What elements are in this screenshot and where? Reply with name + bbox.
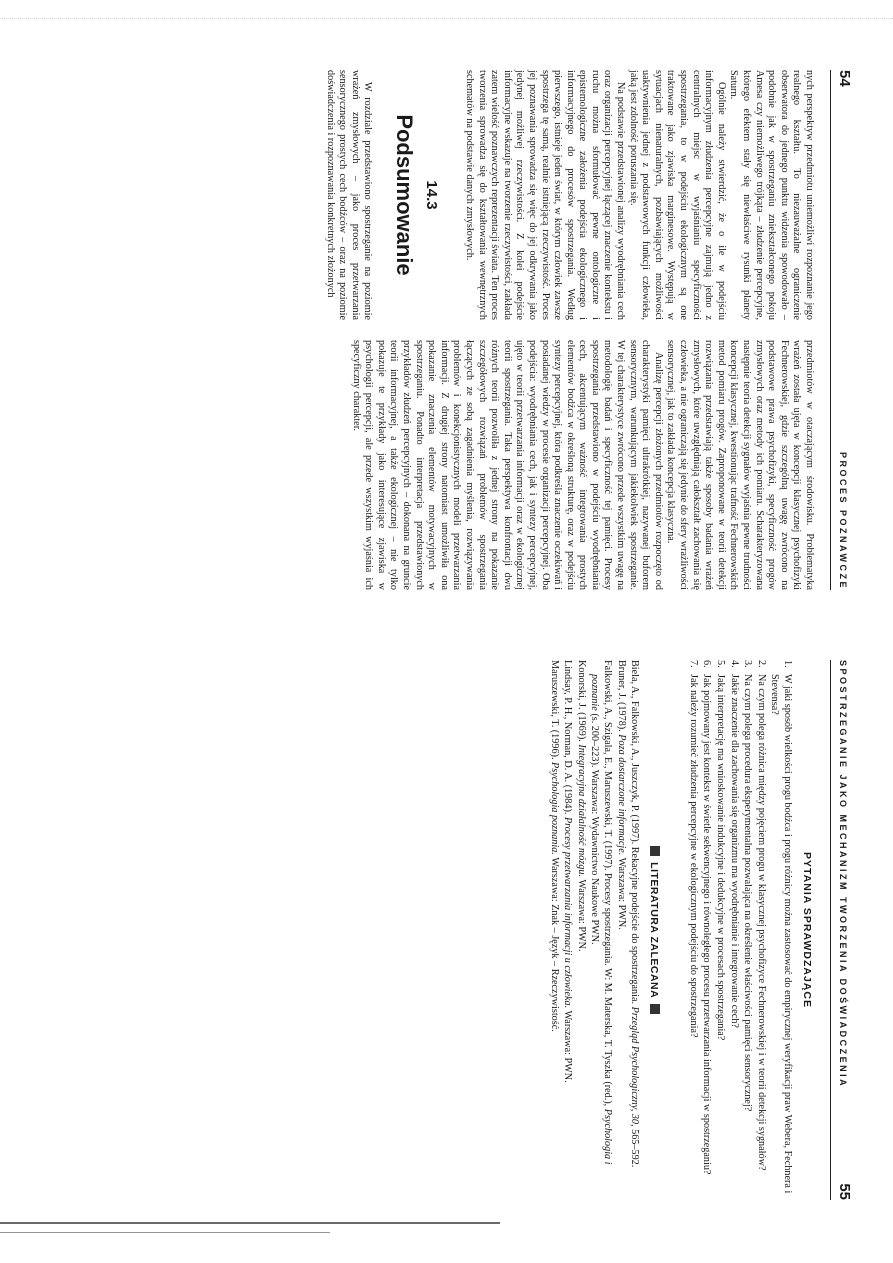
references-list: [547, 660, 640, 1200]
literature-heading-text: LITERATURA ZALECANA: [648, 862, 661, 998]
page-54: [0, 70, 893, 590]
reference-item: [561, 660, 574, 1200]
reference-ital: Psychologia poznania.: [548, 762, 560, 855]
ornament-icon: [650, 846, 660, 856]
question-text: Jakie znaczenie dla zachowania się organizmu ma wyodrębnianie i integrowanie cech?: [728, 674, 740, 1028]
running-head-left: [830, 70, 853, 590]
reference-item: [588, 660, 613, 1200]
question-text: Na czym polega procedura eksperymentalna pozwalająca na określenie właściwości pamięci sensorycznej?: [742, 674, 754, 1112]
reference-pre: Lindsay, P. H., Norman, D. A. (1984).: [562, 660, 574, 817]
column-2-left: [349, 340, 815, 590]
question-number: 7.: [687, 660, 699, 668]
question-number: 3.: [742, 660, 754, 668]
reference-post: Warszawa: PWN.: [575, 877, 587, 952]
reference-post: Warszawa: PWN.: [562, 1008, 574, 1083]
question-number: 5.: [715, 660, 727, 668]
question-number: 6.: [701, 660, 713, 668]
reference-post: Warszawa: Znak – Język – Rzeczywistość.: [548, 854, 560, 1032]
question-item: [727, 660, 740, 1200]
reference-ital: Psychologia i poznanie: [589, 674, 614, 1165]
question-number: 4.: [728, 660, 740, 668]
reference-pre: Biela, A., Falkowski, A., Juszczyk, P. (1997). Rekacyjne podejście do spostrzegania.: [629, 660, 641, 1007]
question-text: Jak należy rozumieć złudzenia percepcyjne w ekologicznym podejściu do spostrzegania?: [687, 674, 699, 1038]
page-number-left: 54: [836, 70, 853, 87]
paragraph: Analizę percepcji złożonych przedmiotów rozpoczęto od charakterystyki pamięci ultrakrótkiej, nazywanej buforem sensorycznym, warunkującym jakiekolwiek spostrzeganie. W tej charakterystyce zwrócono przede wszystkim uwagę na metodologię badań i specyficzność tej pamięci. Procesy spostrzegania przedstawiono w podejściu wyodrębniania cech, akcentującym ważność integrowania prostych elementów bodźca w określoną strukturę, oraz w podejściu syntezy percepcyjnej, która podkreśla znaczenie oczekiwań i posiadanej wiedzy w procesie organizacji percepcyjnej. Oba podejścia: wyodrębniania cech, jak i syntezy percepcyjnej, ujęto w teorii przetwarzania informacji oraz w ekologicznej teorii spostrzegania. Taka perspektywa konfrontacji dwu różnych teorii pozwoliła z jednej strony na pokazanie szczegółowych rozwiązań problemów spostrzegania łączących ze sobą zagadnienia myślenia, rozwiązywania problemów i konekcjonistycznych modeli przetwarzania informacji. Z drugiej strony natomiast umożliwiła ona pokazanie znaczenia elementów motywacyjnych w spostrzeganiu. Ponadto interpretacja przedstawionych przykładów złudzeń percepcyjnych – dokonana na gruncie teorii informacyjnej, a także ekologicznej – nie tylko pokazuje te przykłady jako interesujące zjawiska w psychologii percepcji, ale przede wszystkim wyjaśnia ich specyficzny charakter.: [350, 340, 664, 590]
running-head-title-right: SPOSTRZEGANIE JAKO MECHANIZM TWORZENIA DOŚWIADCZENIA: [838, 660, 848, 1089]
literature-heading: [648, 660, 660, 1200]
running-head-title-left: PROCES POZNAWCZE: [838, 451, 848, 590]
section-number: 14.3: [423, 180, 441, 210]
reference-ital: Procesy przetwarzania informacji u człowieka.: [562, 816, 574, 1009]
question-number: 2.: [755, 660, 767, 668]
questions-heading: PYTANIA SPRAWDZAJĄCE: [801, 852, 813, 1008]
question-item: [686, 660, 699, 1200]
reference-ital: Poza dostarczone informacje.: [615, 734, 627, 856]
question-item: [754, 660, 767, 1200]
question-text: Jak pojmowany jest kontekst w świetle sekwencyjnego i równoległego procesu przetwarzania informacji w spostrzeganiu?: [701, 674, 713, 1175]
paragraph: Na podstawie przedstawionej analizy wyodrębniania cech oraz organizacji percepcyjnej łączącej znaczenie kontekstu i ruchu można sformułować pewne ontologiczne i epistemologiczne założenia podejścia ekologicznego i informacyjnego do procesów spostrzegania. Według pierwszego, istnieje jeden świat, w którym człowiek zawsze spostrzega tę samą, realnie istniejącą rzeczywistość. Proces jej poznawania sprowadza się więc do jej odkrywania jako jedynej możliwej rzeczywistości. Z kolei podejście informacyjne wskazuje na tworzenie rzeczywistości, zakłada zatem wielość poznawczych reprezentacji świata. Ten proces tworzenia sprowadza się do kształtowania wewnętrznych schematów na podstawie danych zmysłowych.: [463, 70, 627, 320]
running-head-right: [830, 660, 853, 1200]
summary-paragraph: W rozdziale przedstawiono spostrzeganie na poziomie wrażeń zmysłowych – jako proces przetwarzania sensorycznego prostych cech bodźców – oraz na poziomie doświadczenia i rozpoznawania konkretnych złożonych: [324, 70, 374, 320]
question-item: [741, 660, 754, 1200]
reference-post: Warszawa: PWN.: [615, 855, 627, 930]
content-right: [546, 660, 813, 1200]
reference-pre: Maruszewski, T. (1996).: [548, 660, 560, 763]
ornament-icon: [650, 1004, 660, 1014]
questions-list: [686, 660, 793, 1200]
section-title: Podsumowanie: [392, 114, 418, 276]
page-55: [0, 660, 893, 1200]
reference-ital: Integracyjna działalność mózgu.: [575, 744, 587, 878]
question-item: [768, 660, 793, 1200]
question-text: Na czym polega różnica między pojęciem progu w klasycznej psychofizyce Fechnerowskiej i w teorii detekcji sygnałów?: [755, 674, 767, 1171]
reference-post: (s. 200–223). Warszawa: Wydawnictwo Naukowe PWN.: [589, 710, 601, 945]
reference-item: [628, 660, 641, 1200]
column-1-left: [323, 70, 815, 320]
reference-ital: Przegląd Psychologiczny, 30,: [629, 1006, 641, 1127]
question-item: [713, 660, 726, 1200]
paragraph: przedmiotów w otaczającym środowisku. Problematyka wrażeń została ujęta w koncepcji klasycznej psychofizyki Fechnerowskiej, gdzie szczególną uwagę zwrócono na podstawowe prawa psychofizyki, specyficzność progów zmysłowych oraz metody ich pomiaru. Scharakteryzowana następnie teoria detekcji sygnałów wyjaśnia pewne trudności koncepcji klasycznej, kwestionując trafność Fechnerowskich metod pomiaru progów. Zaproponowane w teorii detekcji rozwiązania przedstawiają także sposoby badania wrażeń zmysłowych, które uwzględniają całokształt zachowania się człowieka, a nie ograniczają się jedynie do sfery wrażliwości sensorycznej, jak to zakłada koncepcja klasyczna.: [665, 340, 815, 590]
reference-pre: Bruner, J. (1978).: [615, 660, 627, 735]
reference-pre: Konorski, J. (1969).: [575, 660, 587, 745]
reference-pre: Falkowski, A., Szigala, E., Maruszewski, T. (1997). Procesy spostrzegania. W: M. Materska, T. Tyszka (red.),: [602, 660, 614, 1109]
reference-post: 565–592.: [629, 1126, 641, 1168]
reference-item: [547, 660, 560, 1200]
page-number-right: 55: [836, 1183, 853, 1200]
paragraph: nych perspektyw przedmiotu uniemożliwi rozpoznanie jego realnego kształtu. To niezauważalne ograniczenie obserwatora do jednego punktu widzenia spowodowało – podobnie jak w spostrzeganiu zniekształconego pokoju Amesa czy niemożliwego trójkąta – złudzenie percepcyjne, którego efektem stały się niewłaściwe rysunki planety Saturn.: [728, 70, 815, 320]
question-number: 1.: [782, 660, 793, 668]
question-item: [700, 660, 713, 1200]
question-text: W jaki sposób wielkości progu bodźca i progu różnicy można zastosować do empirycznej weryfikacji praw Webera, Fechnera i Stevensa?: [769, 674, 793, 1194]
reference-item: [574, 660, 587, 1200]
reference-item: [614, 660, 627, 1200]
paragraph: Ogólnie należy stwierdzić, że o ile w podejściu informacyjnym złudzenia percepcyjne zajmują jedno z centralnych miejsc w wyjaśnianiu specyficzności spostrzegania, to w podejściu ekologicznym są one traktowane jako zjawiska marginesowe. Występują w sytuacjach nienaturalnych, pozbawiających możliwości uaktywnienia jednej z podstawowych funkcji człowieka, jaką jest zdolność poruszania się.: [627, 70, 727, 320]
question-text: Jaką interpretację ma wnioskowanie indukcyjne i dedukcyjne w procesach spostrzegania?: [715, 674, 727, 1041]
